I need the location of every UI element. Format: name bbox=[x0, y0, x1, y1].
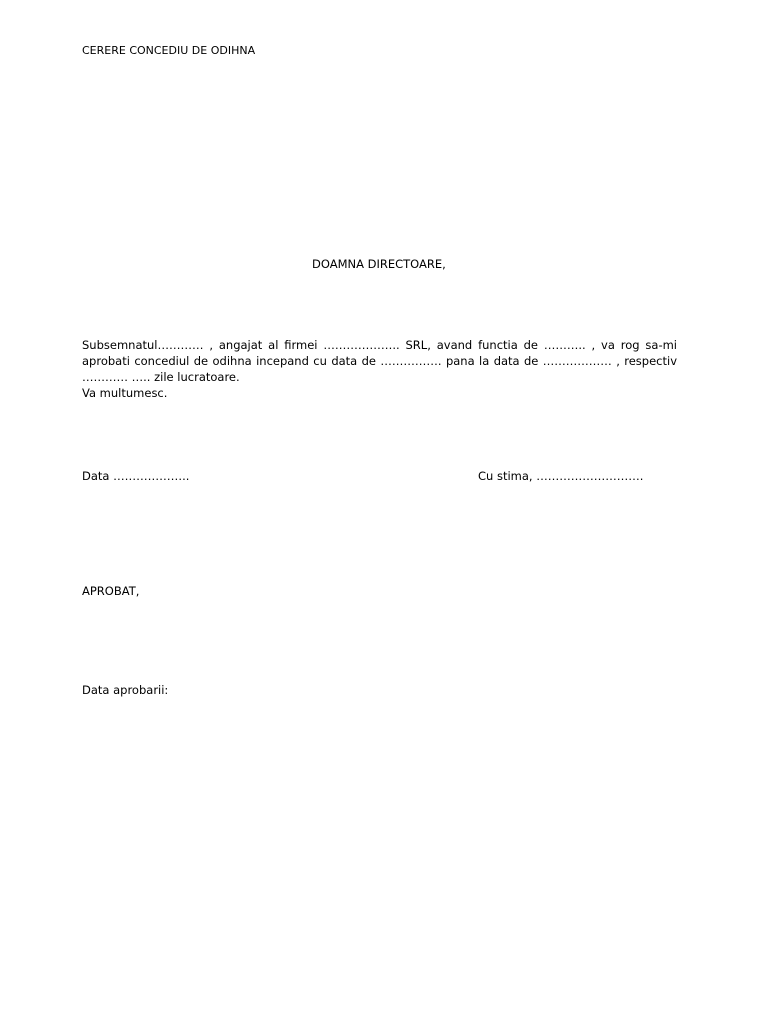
addressee: DOAMNA DIRECTOARE, bbox=[312, 257, 446, 271]
approved-label: APROBAT, bbox=[82, 584, 140, 598]
request-body bbox=[82, 337, 677, 401]
request-line-1: Subsemnatul………… , angajat al firmei ……………….. SRL, avand functi̇a de ……….. , va rog sa-mi bbox=[82, 338, 677, 352]
request-line-2: aprobati̇ concediul de odihna incepand cu data de ……………. pana la data de ……………… , respecti̇v bbox=[82, 354, 677, 368]
document-title: CERERE CONCEDIU DE ODIHNA bbox=[82, 44, 256, 57]
approval-date-label: Data aprobarii: bbox=[82, 683, 169, 697]
thanks-line: Va multumesc. bbox=[82, 386, 168, 400]
request-line-3: ………… ….. zile lucratoare. bbox=[82, 370, 240, 384]
date-field-line: Data ……………….. bbox=[82, 469, 190, 483]
signature-line: Cu sti̇ma, ………………………. bbox=[478, 469, 644, 483]
